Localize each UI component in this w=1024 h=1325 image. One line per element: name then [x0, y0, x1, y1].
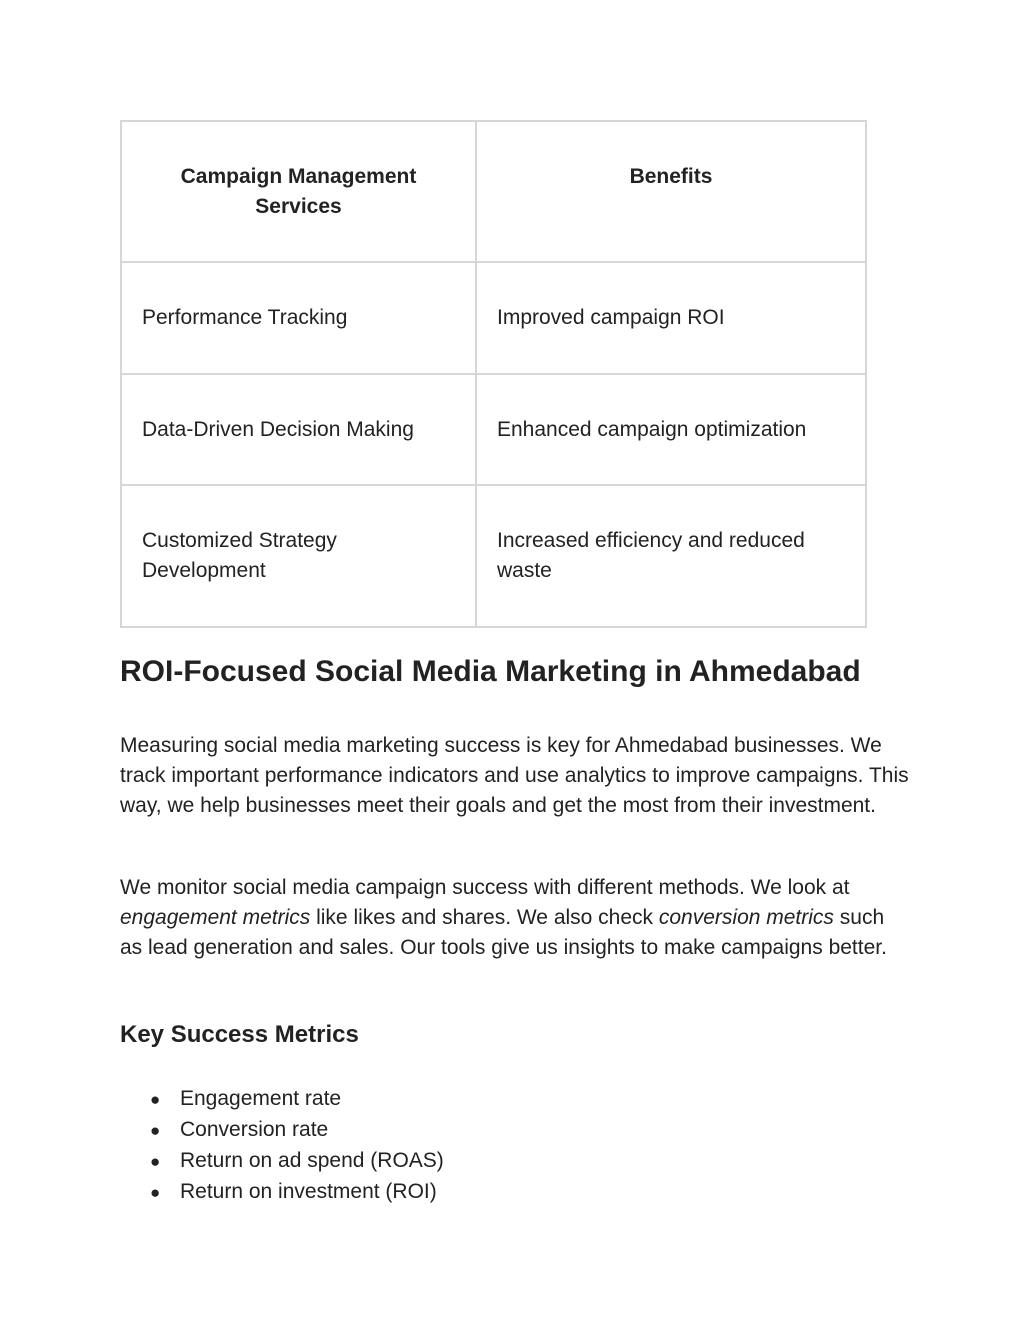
table-cell-benefit: Improved campaign ROI: [476, 262, 866, 374]
metrics-heading: Key Success Metrics: [120, 1021, 359, 1048]
table-cell-service: Data-Driven Decision Making: [121, 374, 476, 485]
bullet-icon: ●: [150, 1090, 161, 1109]
table-cell-benefit: Enhanced campaign optimization: [476, 374, 866, 485]
table-header-cell: Benefits: [476, 121, 866, 262]
table-cell-service: Customized Strategy Development: [121, 485, 476, 627]
table-header-row: [121, 121, 866, 262]
table-header-cell: Campaign Management Services: [121, 121, 476, 262]
metrics-list: [150, 1084, 444, 1208]
emphasis-text: conversion metrics: [658, 906, 834, 929]
section-heading: ROI-Focused Social Media Marketing in Ahmedabad: [120, 655, 861, 688]
bullet-icon: ●: [150, 1121, 161, 1140]
table-row: [121, 374, 866, 485]
table-row: [121, 485, 866, 627]
list-item-label: Return on investment (ROI): [180, 1180, 437, 1203]
table-cell-service: Performance Tracking: [121, 262, 476, 374]
paragraph-text: We monitor social media campaign success with different methods. We look at: [120, 876, 850, 899]
list-item-label: Engagement rate: [180, 1087, 342, 1110]
list-item-label: Return on ad spend (ROAS): [180, 1149, 444, 1172]
methods-paragraph: [120, 873, 910, 963]
list-item: [150, 1177, 444, 1208]
services-benefits-table: [120, 120, 867, 628]
list-item: [150, 1084, 444, 1115]
intro-paragraph: Measuring social media marketing success is key for Ahmedabad businesses. We track important performance indicators and use analytics to improve campaigns. This way, we help businesses meet their goals and get the most from their investment.: [120, 734, 909, 817]
bullet-icon: ●: [150, 1152, 161, 1171]
paragraph-text: like likes and shares. We also check: [310, 906, 659, 929]
bullet-icon: ●: [150, 1183, 161, 1202]
paragraph-text: such as lead generation and sales. Our tools give us insights to make campaigns better.: [120, 906, 887, 959]
list-item-label: Conversion rate: [180, 1118, 329, 1141]
list-item: [150, 1146, 444, 1177]
table-row: [121, 262, 866, 374]
table-cell-benefit: Increased efficiency and reduced waste: [476, 485, 866, 627]
list-item: [150, 1115, 444, 1146]
emphasis-text: engagement metrics: [120, 906, 311, 929]
